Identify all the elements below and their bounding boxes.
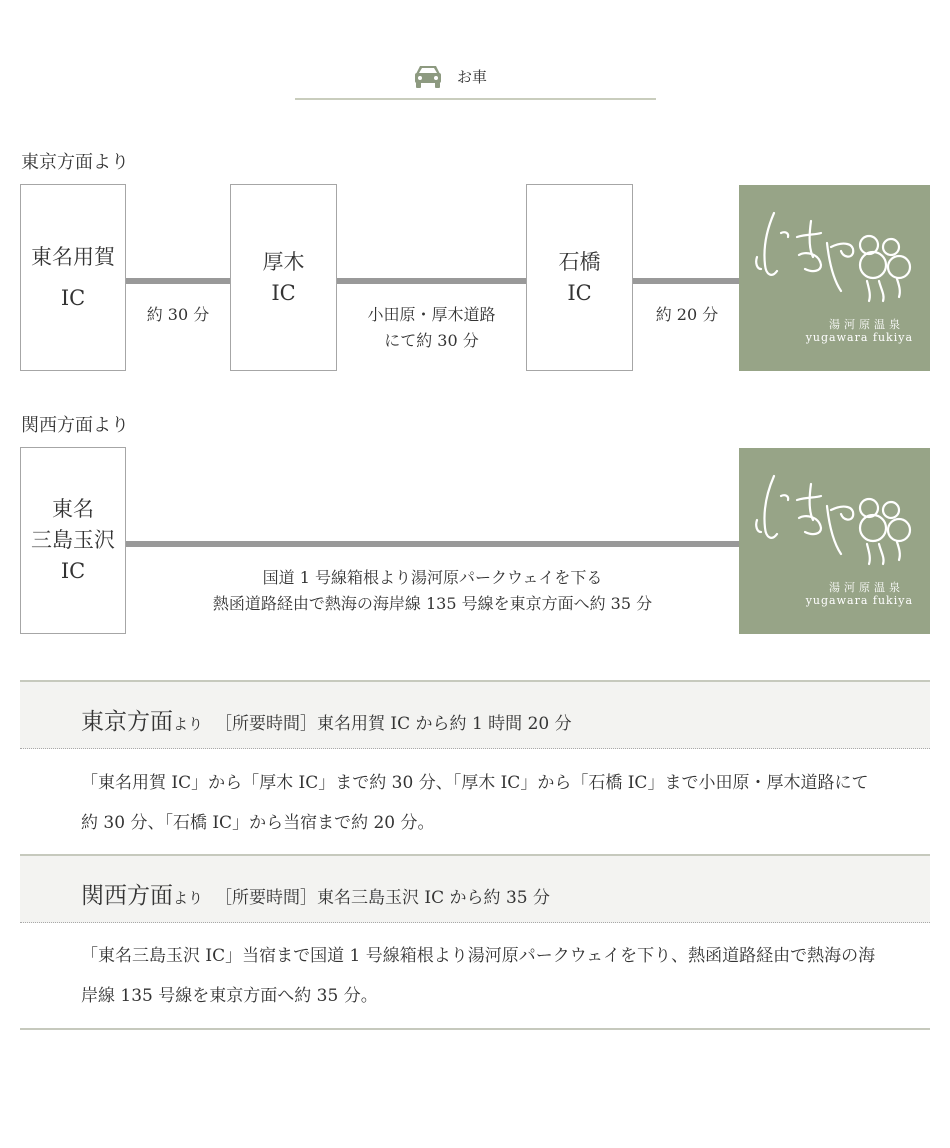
logo-subtitle: 湯河原温泉 <box>829 318 904 331</box>
logo-subtitle: 湯河原温泉 <box>829 581 904 594</box>
leg-line: 国道 1 号線箱根より湯河原パークウェイを下る <box>262 568 603 587</box>
stop-name: 厚木 <box>262 249 305 274</box>
route-line <box>125 541 740 547</box>
car-icon <box>413 63 443 89</box>
route-line <box>125 278 231 284</box>
leg-line: 熱函道路経由で熱海の海岸線 135 号線を東京方面へ約 35 分 <box>212 594 653 613</box>
route-line <box>632 278 740 284</box>
logo-roman: yugawara fukiya <box>805 331 913 344</box>
leg-duration <box>337 302 526 354</box>
info-title: 関西方面 <box>81 883 173 909</box>
leg-line: にて約 30 分 <box>384 331 479 350</box>
info-panel-header-kansai <box>20 856 930 923</box>
fukiya-logo <box>739 185 930 371</box>
stop-name: 東名 <box>52 497 94 521</box>
info-title-suffix: より <box>173 889 204 907</box>
stop-box-mishima-tamazawa <box>20 447 126 634</box>
fukiya-logo <box>739 448 930 634</box>
stop-sub: IC <box>60 559 86 583</box>
stop-sub: IC <box>60 285 86 310</box>
stop-name: 三島玉沢 <box>31 528 115 552</box>
info-panel-header-tokyo <box>20 682 930 749</box>
info-title: 東京方面 <box>81 709 173 735</box>
info-panel-body-kansai: 「東名三島玉沢 IC」当宿まで国道 1 号線箱根より湯河原パークウェイを下り、熱函道路経由で熱海の海岸線 135 号線を東京方面へ約 35 分。 <box>81 946 876 1006</box>
stop-name: 東名用賀 <box>31 244 115 269</box>
tokyo-route-label: 東京方面より <box>21 152 129 173</box>
info-title-suffix: より <box>173 715 204 733</box>
kansai-route-label: 関西方面より <box>21 415 129 436</box>
travel-time-summary: ［所要時間］東名三島玉沢 IC から約 35 分 <box>215 888 550 908</box>
logo-roman: yugawara fukiya <box>805 594 913 607</box>
stop-box-atsugi <box>230 184 337 371</box>
leg-duration <box>126 565 739 617</box>
section-divider <box>20 1028 930 1030</box>
info-panel-body-tokyo: 「東名用賀 IC」から「厚木 IC」まで約 30 分、「厚木 IC」から「石橋 IC」まで小田原・厚木道路にて約 30 分、「石橋 IC」から当宿まで約 20 分。 <box>81 773 869 833</box>
header-divider <box>295 98 656 100</box>
stop-box-tomei-yoga <box>20 184 126 371</box>
route-line <box>336 278 527 284</box>
leg-duration: 約 20 分 <box>655 305 719 324</box>
page-title: お車 <box>457 68 488 86</box>
stop-box-ishibashi <box>526 184 633 371</box>
travel-time-summary: ［所要時間］東名用賀 IC から約 1 時間 20 分 <box>215 714 572 734</box>
stop-name: 石橋 <box>558 249 601 274</box>
stop-sub: IC <box>271 280 296 305</box>
stop-sub: IC <box>567 280 592 305</box>
leg-line: 小田原・厚木道路 <box>367 305 496 324</box>
leg-duration: 約 30 分 <box>146 305 210 324</box>
